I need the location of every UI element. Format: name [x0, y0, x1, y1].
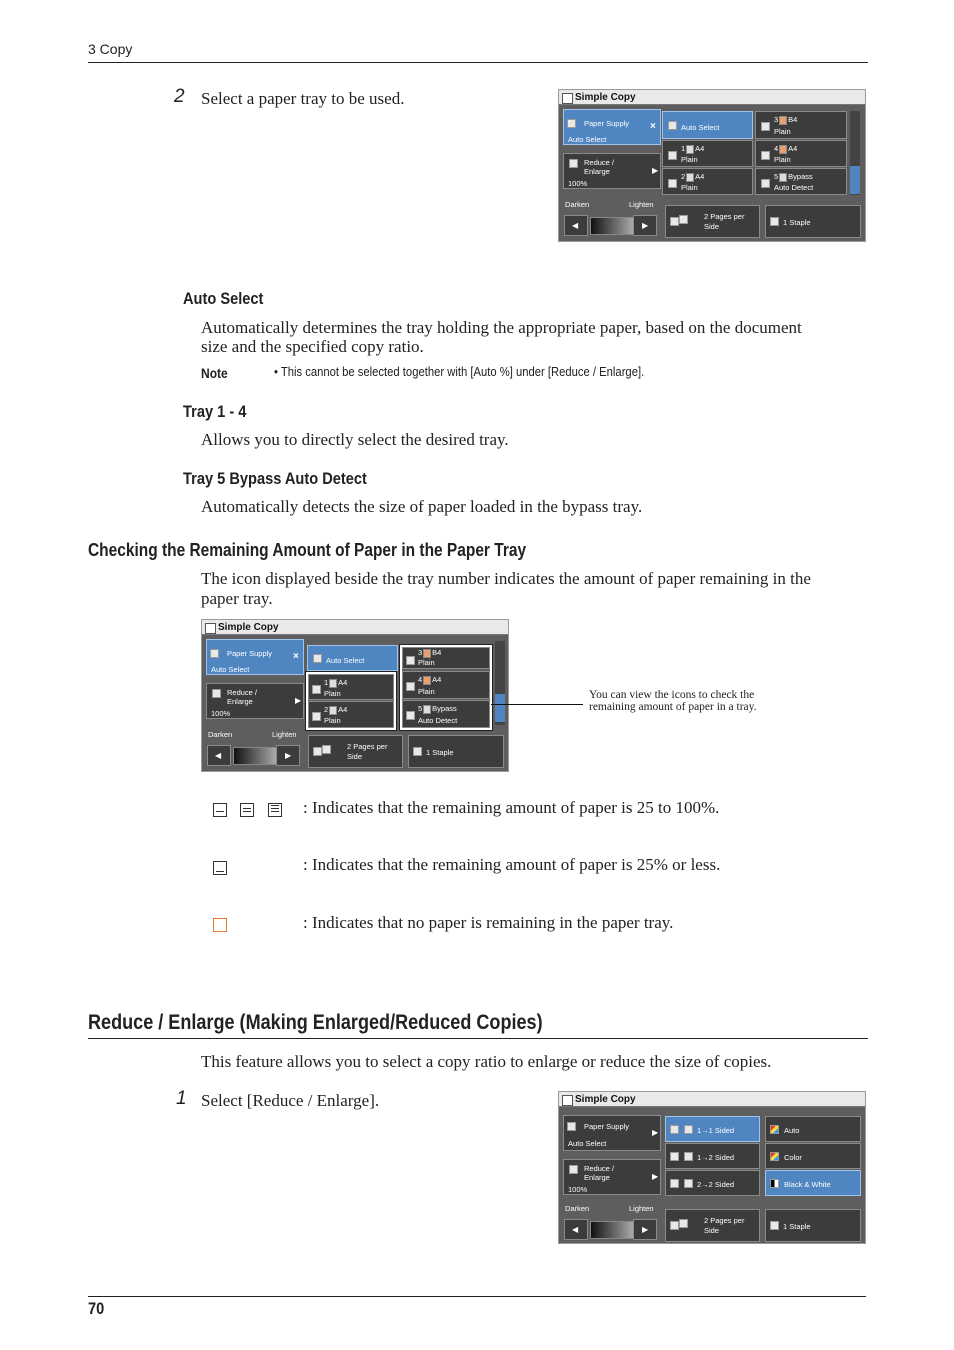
tray-1[interactable]: 1 A4 Plain	[662, 140, 753, 167]
reduce-enlarge-text: This feature allows you to select a copy ratio to enlarge or reduce the size of copies.	[201, 1052, 772, 1071]
tray-5-text: Automatically detects the size of paper loaded in the bypass tray.	[201, 497, 643, 516]
checkbox-icon	[761, 151, 770, 160]
tray-5-bypass[interactable]: 5 Bypass Auto Detect	[402, 700, 490, 728]
tray-full-icon	[329, 679, 337, 688]
copy-icon	[562, 93, 573, 104]
chevron-right-icon: ▶	[652, 1128, 659, 1137]
auto-select-text-1: Automatically determines the tray holding the appropriate paper, based on the document	[201, 318, 802, 337]
section-rule	[88, 1038, 868, 1039]
step-2-text: Select a paper tray to be used.	[201, 89, 405, 108]
paper-icon	[313, 654, 322, 663]
chevron-right-icon: ▶	[642, 1225, 649, 1234]
lighten-button[interactable]	[633, 215, 657, 236]
simple-copy-panel-2: Simple Copy Paper Supply Auto Select × Reduce / Enlarge 100% ▶ Darken Lighten ◀ ▶ Auto Select 1 A4 Plain 2 A4 Plain 3 B4 Plain 4 A4 Plain 5 Bypass Auto Detect 2 Pages per Side 1 Staple	[201, 619, 509, 772]
running-header: 3 Copy	[88, 41, 133, 57]
tray-empty-icon	[779, 145, 787, 154]
lighten-button[interactable]	[276, 745, 300, 766]
reduce-enlarge-button[interactable]: Reduce / Enlarge 100% ▶	[563, 1159, 661, 1195]
step-1-text: Select [Reduce / Enlarge].	[201, 1091, 380, 1110]
panel-title: Simple Copy	[559, 90, 865, 105]
bypass-icon	[406, 711, 415, 720]
n-up-icon	[679, 215, 688, 224]
panel-title: Simple Copy	[202, 620, 508, 635]
checking-text-1: The icon displayed beside the tray number indicates the amount of paper remaining in the	[201, 569, 811, 588]
legend-full-text: : Indicates that the remaining amount of paper is 25 to 100%.	[303, 798, 720, 817]
bypass-icon	[761, 179, 770, 188]
checkbox-icon	[668, 151, 677, 160]
paper-supply-button[interactable]: Paper Supply Auto Select ×	[563, 109, 661, 145]
tray-low-icon	[213, 861, 227, 875]
step-1-number: 1	[176, 1088, 187, 1109]
sided-1-1-button[interactable]: 1→1 Sided	[665, 1116, 760, 1142]
simple-copy-panel-1: Simple Copy Paper Supply Auto Select × Reduce / Enlarge 100% ▶ Darken Lighten ◀ ▶ Auto Select 1 A4 Plain 2 A4 Plain 3 B4 Plain 4 A4 Plain 5 Bypass Auto Detect 2 Pages per Side 1 Staple	[558, 89, 866, 242]
auto-select-heading: Auto Select	[183, 289, 264, 308]
chevron-right-icon: ▶	[652, 166, 659, 175]
black-white-button[interactable]: Black & White	[765, 1170, 861, 1196]
n-up-icon	[313, 747, 322, 756]
darken-button[interactable]	[564, 215, 588, 236]
tray-full-icon	[423, 705, 431, 714]
page-number: 70	[88, 1299, 105, 1318]
tray-4[interactable]: 4 A4 Plain	[755, 140, 847, 167]
tray-1[interactable]: 1 A4 Plain	[308, 674, 394, 700]
page-icon	[212, 689, 221, 698]
sided-2-2-button[interactable]: 2→2 Sided	[665, 1170, 760, 1196]
lighten-button[interactable]	[633, 1219, 657, 1240]
staple-icon	[770, 217, 779, 226]
auto-select-text-2: size and the specified copy ratio.	[201, 337, 424, 356]
tray-25-icon	[213, 803, 227, 817]
chevron-right-icon: ▶	[285, 751, 292, 760]
copy-icon	[562, 1095, 573, 1106]
legend-low-text: : Indicates that the remaining amount of paper is 25% or less.	[303, 855, 721, 874]
tray-full-icon	[686, 145, 694, 154]
tray-100-icon	[268, 803, 282, 817]
footer-rule	[88, 1296, 866, 1297]
tray-50-icon	[240, 803, 254, 817]
density-scale[interactable]	[233, 747, 277, 765]
callout-text-2: remaining amount of paper in a tray.	[589, 701, 757, 713]
close-icon[interactable]: ×	[650, 121, 656, 132]
sided-icon	[670, 1152, 679, 1161]
chevron-left-icon: ◀	[572, 221, 579, 230]
simple-copy-panel-3: Simple Copy Paper Supply Auto Select ▶ Reduce / Enlarge 100% ▶ Darken Lighten ◀ ▶ 1→1 Sided 1→2 Sided 2→2 Sided Auto Color Black & White 2 Pages per Side 1 Staple	[558, 1091, 866, 1244]
checkbox-icon	[406, 682, 415, 691]
chevron-left-icon: ◀	[215, 751, 222, 760]
paper-supply-button[interactable]: Paper Supply Auto Select ▶	[563, 1115, 661, 1151]
sided-1-2-button[interactable]: 1→2 Sided	[665, 1143, 760, 1169]
staple-button[interactable]: 1 Staple	[408, 735, 504, 768]
black-white-icon	[770, 1179, 779, 1188]
color-icon	[770, 1152, 779, 1161]
copy-icon	[205, 623, 216, 634]
checking-heading: Checking the Remaining Amount of Paper in the Paper Tray	[88, 540, 527, 560]
chevron-left-icon: ◀	[572, 1225, 579, 1234]
tray-1-4-heading: Tray 1 - 4	[183, 402, 247, 421]
reduce-enlarge-button[interactable]: Reduce / Enlarge 100% ▶	[563, 153, 661, 189]
close-icon[interactable]: ×	[293, 651, 299, 662]
tray-auto-select[interactable]: Auto Select	[307, 645, 398, 671]
paper-icon	[567, 119, 576, 128]
tray-auto-select[interactable]: Auto Select	[662, 111, 753, 139]
tray-empty-icon	[423, 649, 431, 658]
tray-empty-icon	[213, 918, 227, 932]
darken-button[interactable]	[207, 745, 231, 766]
tray-full-icon	[686, 173, 694, 182]
n-up-icon	[322, 745, 331, 754]
callout-text-1: You can view the icons to check the	[589, 689, 755, 701]
tray-2[interactable]: 2 A4 Plain	[308, 701, 394, 728]
staple-button[interactable]: 1 Staple	[765, 205, 861, 238]
color-auto-icon	[770, 1125, 779, 1134]
pages-per-side-button[interactable]: 2 Pages per Side	[308, 735, 403, 768]
staple-button[interactable]: 1 Staple	[765, 1209, 861, 1242]
pages-per-side-button[interactable]: 2 Pages per Side	[665, 1209, 760, 1242]
sided-icon	[670, 1125, 679, 1134]
tray-1-4-text: Allows you to directly select the desired tray.	[201, 430, 509, 449]
note-label: Note	[201, 365, 228, 381]
panel-title: Simple Copy	[559, 1092, 865, 1107]
paper-supply-button[interactable]: Paper Supply Auto Select ×	[206, 639, 304, 675]
density-scale[interactable]	[590, 217, 634, 235]
tray-5-heading: Tray 5 Bypass Auto Detect	[183, 469, 367, 488]
sided-icon	[684, 1179, 693, 1188]
sided-icon	[670, 1179, 679, 1188]
reduce-enlarge-button[interactable]: Reduce / Enlarge 100% ▶	[206, 683, 304, 719]
header-rule	[88, 62, 868, 63]
chevron-right-icon: ▶	[295, 696, 302, 705]
tray-4[interactable]: 4 A4 Plain	[402, 671, 490, 699]
chevron-right-icon: ▶	[652, 1172, 659, 1181]
n-up-icon	[670, 1221, 679, 1230]
color-button[interactable]: Color	[765, 1143, 861, 1169]
checkbox-icon	[406, 656, 415, 665]
tray-2[interactable]: 2 A4 Plain	[662, 168, 753, 195]
tray-3[interactable]: 3 B4 Plain	[755, 111, 847, 139]
step-2-number: 2	[174, 86, 185, 107]
sided-icon	[684, 1152, 693, 1161]
reduce-enlarge-heading: Reduce / Enlarge (Making Enlarged/Reduced Copies)	[88, 1011, 543, 1034]
checkbox-icon	[668, 179, 677, 188]
chevron-right-icon: ▶	[642, 221, 649, 230]
page-icon	[569, 159, 578, 168]
tray-empty-icon	[779, 116, 787, 125]
paper-icon	[668, 121, 677, 130]
density-scale[interactable]	[590, 1221, 634, 1239]
note-text: • This cannot be selected together with [Auto %] under [Reduce / Enlarge].	[274, 365, 645, 379]
scrollbar[interactable]	[495, 641, 505, 725]
scrollbar[interactable]	[850, 111, 860, 195]
n-up-icon	[670, 217, 679, 226]
checking-text-2: paper tray.	[201, 589, 273, 608]
page-icon	[569, 1165, 578, 1174]
n-up-icon	[679, 1219, 688, 1228]
pages-per-side-button[interactable]: 2 Pages per Side	[665, 205, 760, 238]
checkbox-icon	[312, 685, 321, 694]
color-auto-button[interactable]: Auto	[765, 1116, 861, 1142]
tray-3[interactable]: 3 B4 Plain	[402, 647, 490, 669]
callout-line	[491, 704, 583, 705]
tray-5-bypass[interactable]: 5 Bypass Auto Detect	[755, 168, 847, 195]
paper-icon	[210, 649, 219, 658]
checkbox-icon	[761, 122, 770, 131]
sided-icon	[684, 1125, 693, 1134]
checkbox-icon	[312, 712, 321, 721]
paper-icon	[567, 1122, 576, 1131]
staple-icon	[413, 747, 422, 756]
legend-none-text: : Indicates that no paper is remaining in the paper tray.	[303, 913, 674, 932]
tray-full-icon	[329, 706, 337, 715]
tray-empty-icon	[423, 676, 431, 685]
tray-full-icon	[779, 173, 787, 182]
darken-button[interactable]	[564, 1219, 588, 1240]
staple-icon	[770, 1221, 779, 1230]
